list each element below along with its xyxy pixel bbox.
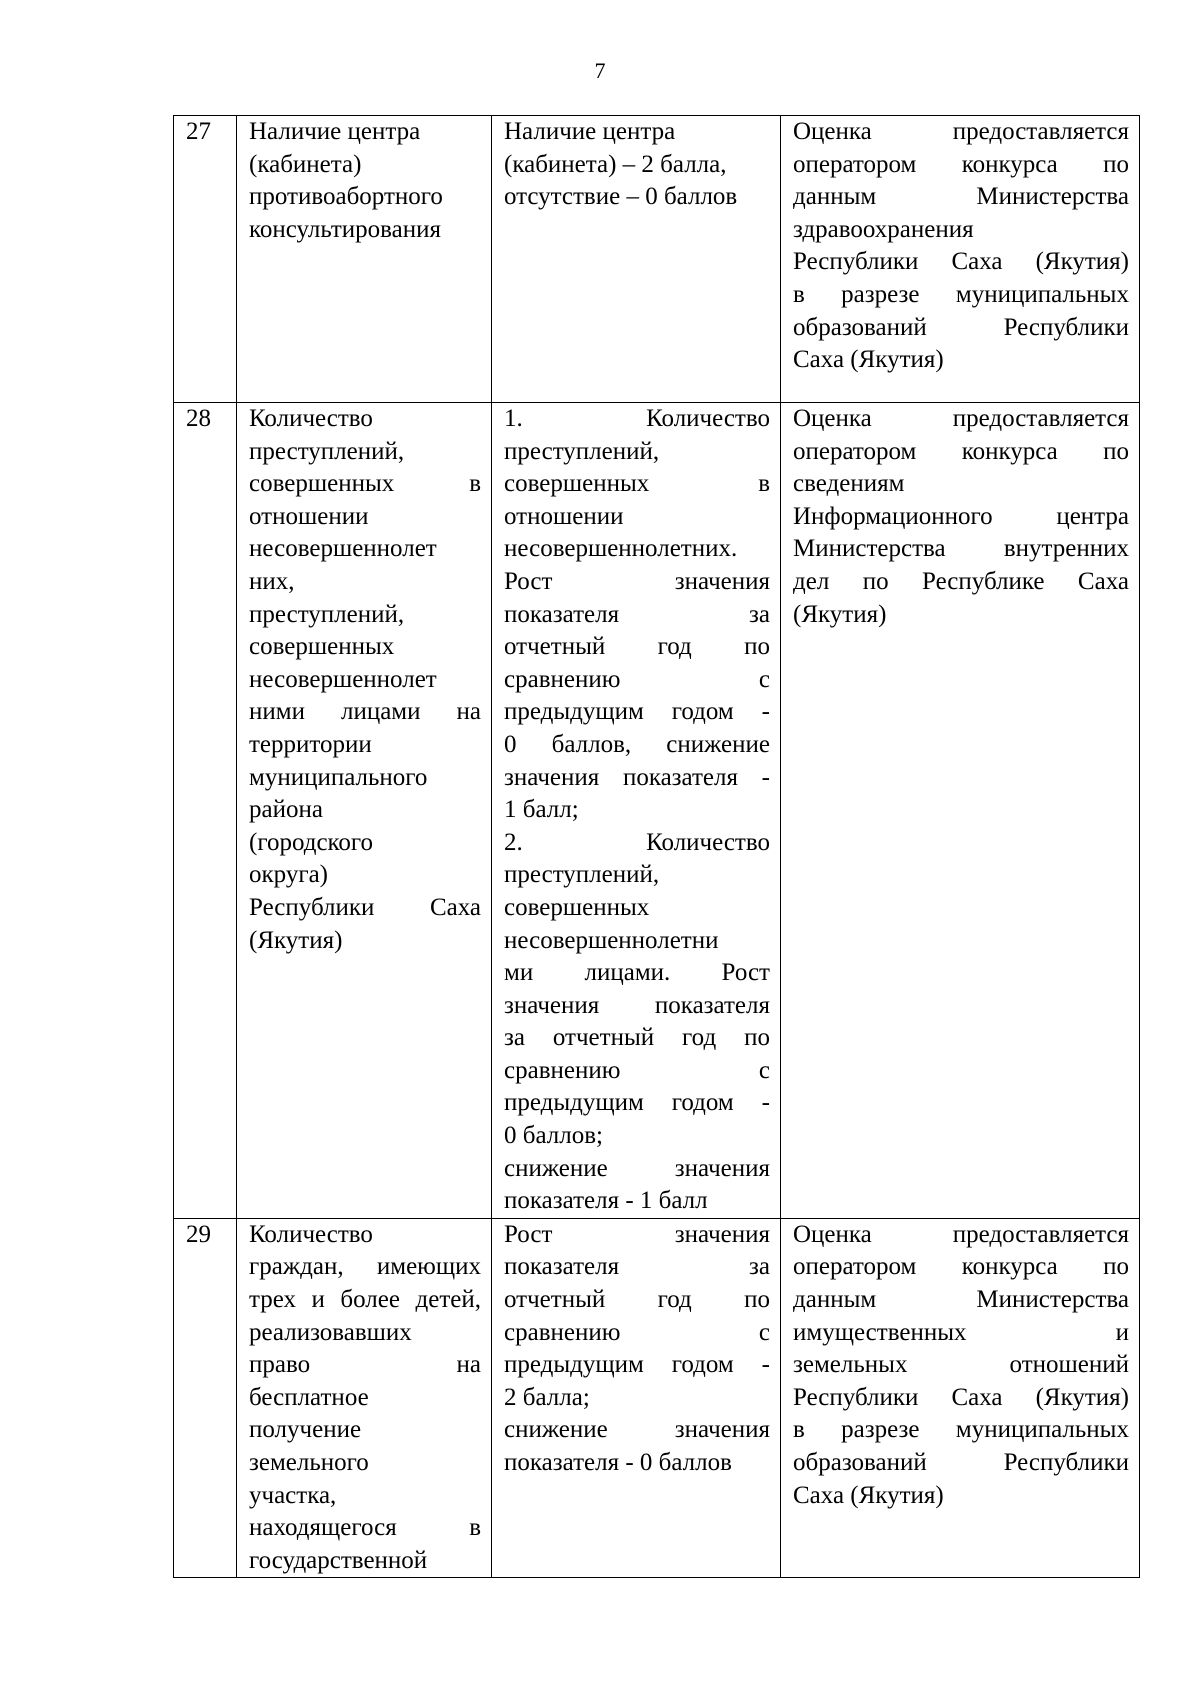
text-word: детей,	[415, 1286, 481, 1314]
text-line	[504, 1153, 770, 1186]
row-number-cell	[174, 1218, 237, 1578]
scoring-rule-cell	[492, 116, 781, 403]
text-word: оператором	[793, 437, 917, 465]
text-line	[793, 501, 1129, 534]
text-line: них,	[249, 567, 295, 595]
text-word: находящегося	[249, 1514, 397, 1542]
text-word: показателя	[504, 600, 620, 628]
text-line: 0 баллов;	[504, 1122, 603, 1150]
text-word: разрезе	[841, 280, 920, 308]
text-word: (Якутия)	[1035, 248, 1129, 276]
text-word: Оценка	[793, 405, 872, 432]
text-line	[793, 1382, 1129, 1415]
scoring-rule	[504, 116, 770, 214]
text-word: по	[744, 1024, 770, 1052]
text-line: сведениям	[793, 470, 905, 498]
scoring-rule	[504, 1219, 770, 1480]
data-source-cell	[781, 116, 1140, 403]
text-word: значения	[674, 1220, 770, 1248]
indicator-name	[249, 403, 481, 957]
text-line: участка,	[249, 1481, 337, 1509]
row-number-cell	[174, 116, 237, 403]
scoring-rule-cell	[492, 1218, 781, 1578]
text-word: по	[744, 633, 770, 661]
text-line	[793, 1447, 1129, 1480]
text-word: показателя	[654, 991, 770, 1019]
text-word: Саха	[1077, 567, 1129, 595]
text-word: сравнению	[504, 1318, 621, 1346]
text-line	[504, 631, 770, 664]
data-source-cell	[781, 403, 1140, 1219]
text-word: значения	[674, 1154, 770, 1182]
text-word: имеющих	[376, 1253, 481, 1281]
text-word: конкурса	[961, 1253, 1058, 1281]
text-line: Наличие центра	[249, 118, 421, 145]
text-word: -	[761, 698, 770, 726]
text-word: Республики	[249, 893, 375, 921]
text-line	[793, 1251, 1129, 1284]
text-word: на	[456, 1351, 481, 1379]
text-line: показателя - 0 баллов	[504, 1449, 732, 1476]
text-word: лицами.	[584, 959, 671, 987]
text-word: муниципальных	[955, 1416, 1129, 1444]
text-line: получение	[249, 1416, 362, 1444]
data-source-cell	[781, 1218, 1140, 1578]
text-word: муниципальных	[955, 280, 1129, 308]
text-line	[249, 1251, 481, 1284]
text-word: по	[1103, 1253, 1129, 1281]
text-word: Республике	[922, 567, 1045, 595]
data-source	[793, 403, 1129, 631]
text-line	[504, 729, 770, 762]
text-line	[793, 279, 1129, 312]
text-line	[504, 1251, 770, 1284]
page-number: 7	[594, 58, 606, 83]
text-line: 1 балл;	[504, 796, 579, 824]
text-word: Республики	[1003, 313, 1129, 341]
text-line	[504, 403, 770, 436]
text-word: отношений	[1009, 1351, 1129, 1379]
text-line: округа)	[249, 861, 328, 889]
text-word: значения	[674, 567, 770, 595]
text-word: (Якутия)	[1035, 1383, 1129, 1411]
text-line	[504, 664, 770, 697]
text-word: Оценка	[793, 1220, 872, 1248]
text-word: показателя	[504, 1253, 620, 1281]
text-word: за	[749, 600, 770, 628]
text-word: Информационного	[793, 502, 993, 530]
text-word: внутренних	[1003, 535, 1129, 563]
text-line: консультирования	[249, 215, 441, 243]
text-word: год	[657, 1286, 692, 1314]
text-word: предыдущим	[504, 1089, 644, 1117]
text-line: преступлений,	[504, 437, 660, 465]
text-word: Оценка	[793, 118, 872, 145]
text-word: предыдущим	[504, 1351, 644, 1379]
text-word: в	[793, 1416, 805, 1444]
text-line	[249, 892, 481, 925]
text-word: снижение	[504, 1416, 608, 1444]
scoring-rule	[504, 403, 770, 1218]
text-word: на	[456, 698, 481, 726]
text-word: предоставляется	[952, 405, 1129, 432]
text-line	[793, 1349, 1129, 1382]
text-word: предоставляется	[952, 1220, 1129, 1248]
text-line: отношении	[504, 502, 624, 530]
text-word: право	[249, 1351, 311, 1379]
text-line: Количество	[249, 405, 373, 432]
text-line: муниципального	[249, 763, 428, 791]
row-number: 27	[186, 118, 211, 145]
text-word: в	[793, 280, 805, 308]
text-word: Министерства	[793, 535, 946, 563]
text-line: Количество	[249, 1220, 373, 1248]
row-number: 28	[186, 405, 211, 432]
text-word: сравнению	[504, 665, 621, 693]
text-line: 2 балла;	[504, 1383, 590, 1411]
text-word: с	[758, 665, 770, 693]
indicator-name-cell	[237, 116, 492, 403]
text-line	[504, 957, 770, 990]
text-line: совершенных	[504, 893, 650, 921]
text-word: Республики	[793, 1383, 919, 1411]
text-line	[793, 436, 1129, 469]
text-line	[504, 762, 770, 795]
text-word: имущественных	[793, 1318, 967, 1346]
text-line: земельного	[249, 1449, 369, 1476]
data-source	[793, 1219, 1129, 1512]
text-word: Рост	[504, 1220, 553, 1248]
text-line	[504, 1414, 770, 1447]
indicator-name	[249, 1219, 481, 1578]
text-word: Саха	[951, 1383, 1003, 1411]
text-word: по	[862, 567, 889, 595]
text-word: Количество	[646, 828, 770, 856]
text-word: -	[761, 1089, 770, 1117]
text-line	[249, 1349, 481, 1382]
text-word: -	[761, 763, 770, 791]
text-word: Рост	[721, 959, 770, 987]
text-word: дел	[793, 567, 830, 595]
text-word: конкурса	[961, 150, 1058, 178]
text-line	[504, 566, 770, 599]
text-line	[793, 403, 1129, 436]
text-word: -	[761, 1351, 770, 1379]
text-word: предыдущим	[504, 698, 644, 726]
data-source	[793, 116, 1129, 377]
text-word: Министерства	[976, 1286, 1129, 1314]
text-line: несовершеннолет	[249, 535, 437, 563]
table-row	[174, 116, 1140, 403]
text-line: преступлений,	[249, 600, 405, 628]
text-word: годом	[671, 1351, 734, 1379]
row-number-cell	[174, 403, 237, 1219]
text-line	[504, 468, 770, 501]
text-word: Республики	[793, 248, 919, 276]
indicator-name-cell	[237, 403, 492, 1219]
table-row	[174, 403, 1140, 1219]
text-word: 1.	[504, 405, 523, 432]
text-line: отсутствие – 0 баллов	[504, 183, 738, 211]
text-line: Саха (Якутия)	[793, 346, 944, 374]
text-line	[504, 827, 770, 860]
text-line: преступлений,	[249, 437, 405, 465]
text-word: годом	[671, 698, 734, 726]
text-word: отчетный	[552, 1024, 655, 1052]
text-line	[793, 566, 1129, 599]
text-line: здравоохранения	[793, 215, 974, 243]
text-line	[249, 468, 481, 501]
text-line: бесплатное	[249, 1383, 369, 1411]
table-row	[174, 1218, 1140, 1578]
text-line	[504, 1022, 770, 1055]
text-word: отчетный	[504, 633, 606, 661]
text-line	[249, 1284, 481, 1317]
text-word: значения	[504, 991, 600, 1019]
text-line: района	[249, 796, 323, 824]
text-word: 2.	[504, 828, 523, 856]
text-line: отношении	[249, 502, 369, 530]
text-line: Саха (Якутия)	[793, 1481, 944, 1509]
text-line: (кабинета)	[249, 150, 362, 178]
criteria-table	[173, 115, 1140, 1578]
text-word: за	[749, 1253, 770, 1281]
text-line	[793, 246, 1129, 279]
text-word: ми	[504, 959, 534, 987]
indicator-name-cell	[237, 1218, 492, 1578]
text-word: данным	[793, 183, 877, 211]
text-word: по	[744, 1286, 770, 1314]
text-line	[504, 1087, 770, 1120]
text-word: данным	[793, 1286, 877, 1314]
text-line	[504, 1219, 770, 1252]
text-line: (кабинета) – 2 балла,	[504, 150, 727, 178]
text-word: лицами	[340, 698, 421, 726]
text-word: с	[758, 1056, 770, 1084]
text-word: значения	[674, 1416, 770, 1444]
text-word: земельных	[793, 1351, 908, 1379]
text-word: Количество	[646, 405, 770, 432]
text-line	[504, 599, 770, 632]
text-word: и	[1115, 1318, 1129, 1346]
text-word: Рост	[504, 567, 553, 595]
text-word: образований	[793, 313, 927, 341]
text-word: Саха	[951, 248, 1003, 276]
text-line: территории	[249, 730, 372, 758]
text-line	[504, 1055, 770, 1088]
text-word: годом	[671, 1089, 734, 1117]
text-word: в	[469, 470, 481, 498]
text-word: центра	[1056, 502, 1129, 530]
text-word: Республики	[1003, 1449, 1129, 1476]
text-line	[793, 533, 1129, 566]
text-line: (Якутия)	[793, 600, 887, 628]
text-line: преступлений,	[504, 861, 660, 889]
text-word: по	[1103, 150, 1129, 178]
text-line	[504, 1317, 770, 1350]
text-word: конкурса	[961, 437, 1058, 465]
text-word: Саха	[429, 893, 481, 921]
text-word: ними	[249, 698, 305, 726]
text-line	[793, 1317, 1129, 1350]
text-line	[793, 116, 1129, 149]
text-line	[504, 696, 770, 729]
text-line	[249, 696, 481, 729]
text-line	[504, 990, 770, 1023]
text-line: несовершеннолетни	[504, 926, 719, 954]
text-word: по	[1103, 437, 1129, 465]
text-word: год	[657, 633, 692, 661]
text-word: отчетный	[504, 1286, 606, 1314]
text-line: показателя - 1 балл	[504, 1187, 708, 1215]
text-word: в	[469, 1514, 481, 1542]
text-word: показателя	[622, 763, 739, 791]
text-word: граждан,	[249, 1253, 344, 1281]
text-word: предоставляется	[952, 118, 1129, 145]
text-word: 0	[504, 730, 517, 758]
text-line: несовершеннолетних.	[504, 535, 738, 563]
text-word: снижение	[504, 1154, 608, 1182]
text-word: за	[504, 1024, 525, 1052]
text-line	[504, 1284, 770, 1317]
text-line: (городского	[249, 828, 374, 856]
text-word: совершенных	[249, 470, 395, 498]
text-word: оператором	[793, 1253, 917, 1281]
text-line	[793, 181, 1129, 214]
row-number: 29	[186, 1220, 211, 1248]
text-line	[249, 1512, 481, 1545]
text-word: и	[311, 1286, 325, 1314]
text-word: более	[340, 1286, 400, 1314]
text-line	[793, 1219, 1129, 1252]
text-line	[793, 312, 1129, 345]
text-line: (Якутия)	[249, 926, 343, 954]
text-word: разрезе	[841, 1416, 920, 1444]
text-line: государственной	[249, 1546, 428, 1574]
indicator-name	[249, 116, 481, 246]
text-line	[504, 1349, 770, 1382]
text-word: Министерства	[976, 183, 1129, 211]
text-word: баллов,	[551, 730, 632, 758]
criteria-table-body	[174, 116, 1140, 1578]
text-line: совершенных	[249, 633, 395, 661]
text-line: противоабортного	[249, 183, 443, 211]
scoring-rule-cell	[492, 403, 781, 1219]
text-word: снижение	[666, 730, 770, 758]
text-word: год	[682, 1024, 717, 1052]
text-line	[793, 1414, 1129, 1447]
text-line: реализовавших	[249, 1318, 412, 1346]
text-word: с	[758, 1318, 770, 1346]
text-word: в	[758, 470, 770, 498]
text-word: совершенных	[504, 470, 650, 498]
text-line	[793, 1284, 1129, 1317]
text-word: трех	[249, 1286, 296, 1314]
text-word: образований	[793, 1449, 927, 1476]
text-line: Наличие центра	[504, 118, 676, 145]
text-word: значения	[504, 763, 600, 791]
text-word: сравнению	[504, 1056, 621, 1084]
text-line: несовершеннолет	[249, 665, 437, 693]
text-line	[793, 149, 1129, 182]
text-word: оператором	[793, 150, 917, 178]
